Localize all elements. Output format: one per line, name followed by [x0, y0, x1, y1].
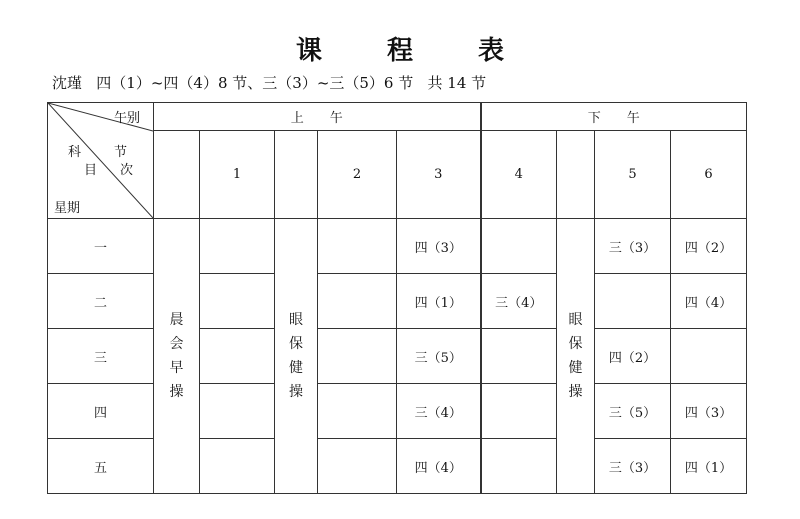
- period-header-5: 5: [595, 131, 671, 219]
- schedule-cell: 三（3）: [595, 439, 671, 494]
- corner-label-period-1: 节: [114, 145, 128, 160]
- table-row: [48, 439, 747, 494]
- period-header-3: 3: [397, 131, 481, 219]
- schedule-cell: [318, 329, 397, 384]
- eye-care-spacer-2: [557, 131, 595, 219]
- morning-activity-cell: [154, 219, 200, 494]
- eye-care-spacer-1: [275, 131, 318, 219]
- table-row: [48, 219, 747, 274]
- schedule-cell: [481, 439, 557, 494]
- eye-care-cell-2: [557, 219, 595, 494]
- schedule-cell: [595, 274, 671, 329]
- weekday-label: 一: [48, 219, 154, 274]
- schedule-cell: 四（4）: [671, 274, 747, 329]
- schedule-cell: 四（1）: [397, 274, 481, 329]
- schedule-cell: [318, 219, 397, 274]
- eye-care-cell-1: [275, 219, 318, 494]
- teacher-summary: 沈瑾 四（1）~四（4）8 节、三（3）~三（5）6 节 共 14 节: [52, 74, 487, 92]
- schedule-cell: 四（4）: [397, 439, 481, 494]
- schedule-cell: [200, 384, 275, 439]
- schedule-cell: [481, 329, 557, 384]
- corner-label-subject-2: 目: [84, 163, 98, 178]
- schedule-cell: 四（2）: [671, 219, 747, 274]
- period-header-1: 1: [200, 131, 275, 219]
- corner-label-weekday: 星期: [54, 201, 81, 216]
- table-row: [48, 329, 747, 384]
- schedule-cell: [200, 219, 275, 274]
- weekday-label: 二: [48, 274, 154, 329]
- weekday-label: 四: [48, 384, 154, 439]
- schedule-cell: 四（3）: [671, 384, 747, 439]
- schedule-cell: [481, 219, 557, 274]
- schedule-cell: [318, 439, 397, 494]
- morning-activity-label: 晨 会 早 操: [169, 312, 184, 400]
- corner-label-period-type: 午别: [114, 111, 141, 126]
- eye-care-label-1: 眼 保 健 操: [289, 312, 303, 400]
- eye-care-label-2: 眼 保 健 操: [568, 312, 583, 400]
- morning-header: 上 午: [154, 103, 481, 131]
- period-header-2: 2: [318, 131, 397, 219]
- schedule-cell: 三（4）: [397, 384, 481, 439]
- corner-label-period-2: 次: [120, 163, 134, 178]
- weekday-label: 五: [48, 439, 154, 494]
- schedule-cell: [200, 329, 275, 384]
- schedule-cell: 四（1）: [671, 439, 747, 494]
- morning-activity-spacer: [154, 131, 200, 219]
- schedule-cell: [481, 384, 557, 439]
- period-header-6: 6: [671, 131, 747, 219]
- schedule-cell: 三（3）: [595, 219, 671, 274]
- schedule-cell: 三（4）: [481, 274, 557, 329]
- period-header-4: 4: [481, 131, 557, 219]
- schedule-cell: 四（3）: [397, 219, 481, 274]
- schedule-cell: [671, 329, 747, 384]
- schedule-cell: [200, 439, 275, 494]
- schedule-cell: 三（5）: [595, 384, 671, 439]
- schedule-cell: [318, 274, 397, 329]
- page-title: 课 程 表: [295, 36, 533, 66]
- schedule-table: [47, 102, 747, 494]
- table-row: [48, 384, 747, 439]
- schedule-cell: 四（2）: [595, 329, 671, 384]
- schedule-cell: [200, 274, 275, 329]
- weekday-label: 三: [48, 329, 154, 384]
- schedule-cell: [318, 384, 397, 439]
- schedule-cell: 三（5）: [397, 329, 481, 384]
- corner-header-cell: [48, 103, 154, 219]
- corner-label-subject-1: 科: [68, 145, 82, 160]
- afternoon-header: 下 午: [481, 103, 747, 131]
- table-row: [48, 274, 747, 329]
